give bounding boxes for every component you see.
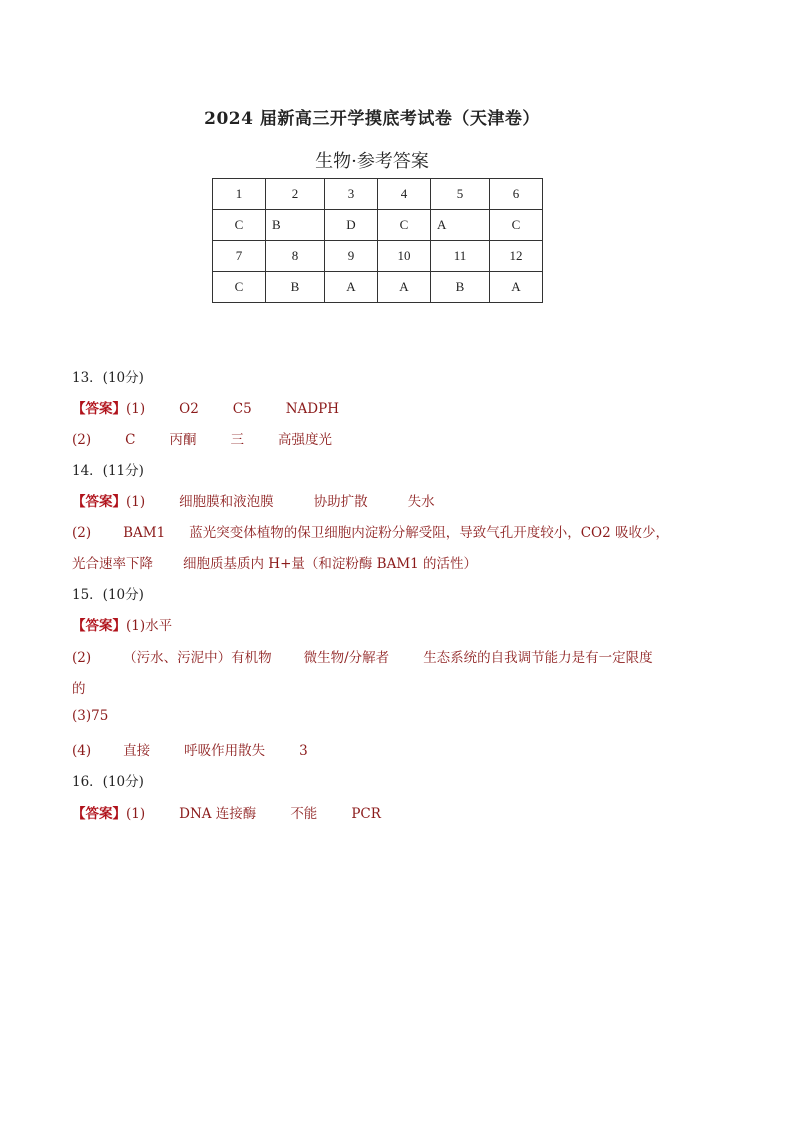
- part-label: (2): [72, 525, 92, 541]
- document-title: 2024 届新高三开学摸底考试卷（天津卷）: [204, 109, 540, 129]
- answer-text: 细胞膜和液泡膜: [179, 494, 274, 510]
- table-cell: A: [378, 272, 431, 303]
- part-label: (1): [126, 401, 146, 417]
- table-cell: D: [325, 210, 378, 241]
- question-14-answer-line-1: [72, 490, 435, 510]
- answer-text: 微生物/分解者: [303, 650, 390, 666]
- answer-text: O2: [179, 401, 199, 417]
- question-15-answer-line-1: [72, 614, 172, 634]
- part-label: (2): [72, 650, 92, 666]
- answer-text: PCR: [351, 806, 381, 822]
- table-cell: 3: [325, 179, 378, 210]
- answer-text: BAM1: [123, 525, 166, 541]
- question-13-header: 13．(10分): [72, 370, 144, 386]
- table-cell: B: [266, 272, 325, 303]
- answer-text: 高强度光: [277, 432, 332, 448]
- answer-text: 的: [72, 681, 86, 697]
- answer-text: （污水、污泥中）有机物: [123, 650, 272, 666]
- table-cell: C: [378, 210, 431, 241]
- answer-tag: 【答案】: [72, 618, 126, 634]
- question-16-answer-line-1: [72, 802, 381, 822]
- table-cell: 7: [213, 241, 266, 272]
- answer-text: 丙酮: [169, 432, 197, 448]
- table-row: [213, 210, 543, 241]
- table-cell: C: [213, 210, 266, 241]
- table-cell: 1: [213, 179, 266, 210]
- answer-text: 直接: [123, 743, 151, 759]
- table-cell: 2: [266, 179, 325, 210]
- table-cell: 9: [325, 241, 378, 272]
- answer-text: 光合速率下降: [72, 556, 153, 572]
- question-15-header: 15．(10分): [72, 587, 144, 603]
- part-label: (2): [72, 432, 92, 448]
- question-14-header: 14．(11分): [72, 463, 144, 479]
- answer-table: [212, 178, 543, 303]
- answer-text: DNA 连接酶: [179, 806, 257, 822]
- question-15-answer-line-3: [72, 677, 86, 697]
- table-row: [213, 241, 543, 272]
- answer-tag: 【答案】: [72, 401, 126, 417]
- answer-text: 协助扩散: [313, 494, 368, 510]
- question-15-answer-line-5: [72, 739, 308, 759]
- answer-text: 细胞质基质内 H+量（和淀粉酶 BAM1 的活性）: [183, 556, 478, 572]
- question-14-answer-line-2: [72, 521, 669, 541]
- table-cell: 10: [378, 241, 431, 272]
- table-row: [213, 272, 543, 303]
- table-cell: A: [490, 272, 543, 303]
- table-cell: B: [266, 210, 325, 241]
- table-cell: A: [325, 272, 378, 303]
- answer-tag: 【答案】: [72, 806, 126, 822]
- answer-text: 不能: [290, 806, 318, 822]
- table-cell: 6: [490, 179, 543, 210]
- question-13-answer-line-1: [72, 397, 339, 417]
- table-cell: 5: [431, 179, 490, 210]
- part-label: (1): [126, 806, 146, 822]
- table-cell: 12: [490, 241, 543, 272]
- document-subtitle: 生物·参考答案: [315, 151, 429, 172]
- answer-text: 75: [91, 708, 109, 724]
- answer-text: NADPH: [285, 401, 339, 417]
- answer-text: C5: [232, 401, 252, 417]
- answer-text: 三: [230, 432, 244, 448]
- table-cell: 11: [431, 241, 490, 272]
- table-cell: C: [490, 210, 543, 241]
- table-cell: 4: [378, 179, 431, 210]
- answer-text: 呼吸作用散失: [184, 743, 266, 759]
- answer-text: 失水: [407, 494, 435, 510]
- question-16-header: 16．(10分): [72, 774, 144, 790]
- table-cell: A: [431, 210, 490, 241]
- part-label: (1): [126, 494, 146, 510]
- table-row: [213, 179, 543, 210]
- table-cell: C: [213, 272, 266, 303]
- part-label: (1): [126, 618, 146, 634]
- question-15-answer-line-4: [72, 708, 108, 724]
- question-13-answer-line-2: [72, 428, 332, 448]
- question-15-answer-line-2: [72, 646, 653, 666]
- answer-text: C: [125, 432, 136, 448]
- answer-tag: 【答案】: [72, 494, 126, 510]
- table-cell: 8: [266, 241, 325, 272]
- answer-text: 水平: [145, 618, 173, 634]
- table-cell: B: [431, 272, 490, 303]
- part-label: (3): [72, 708, 92, 724]
- answer-text: 蓝光突变体植物的保卫细胞内淀粉分解受阻，导致气孔开度较小，CO2 吸收少，: [189, 525, 669, 541]
- part-label: (4): [72, 743, 92, 759]
- answer-text: 生态系统的自我调节能力是有一定限度: [423, 650, 653, 666]
- question-14-answer-line-3: [72, 552, 477, 572]
- answer-text: 3: [299, 743, 308, 759]
